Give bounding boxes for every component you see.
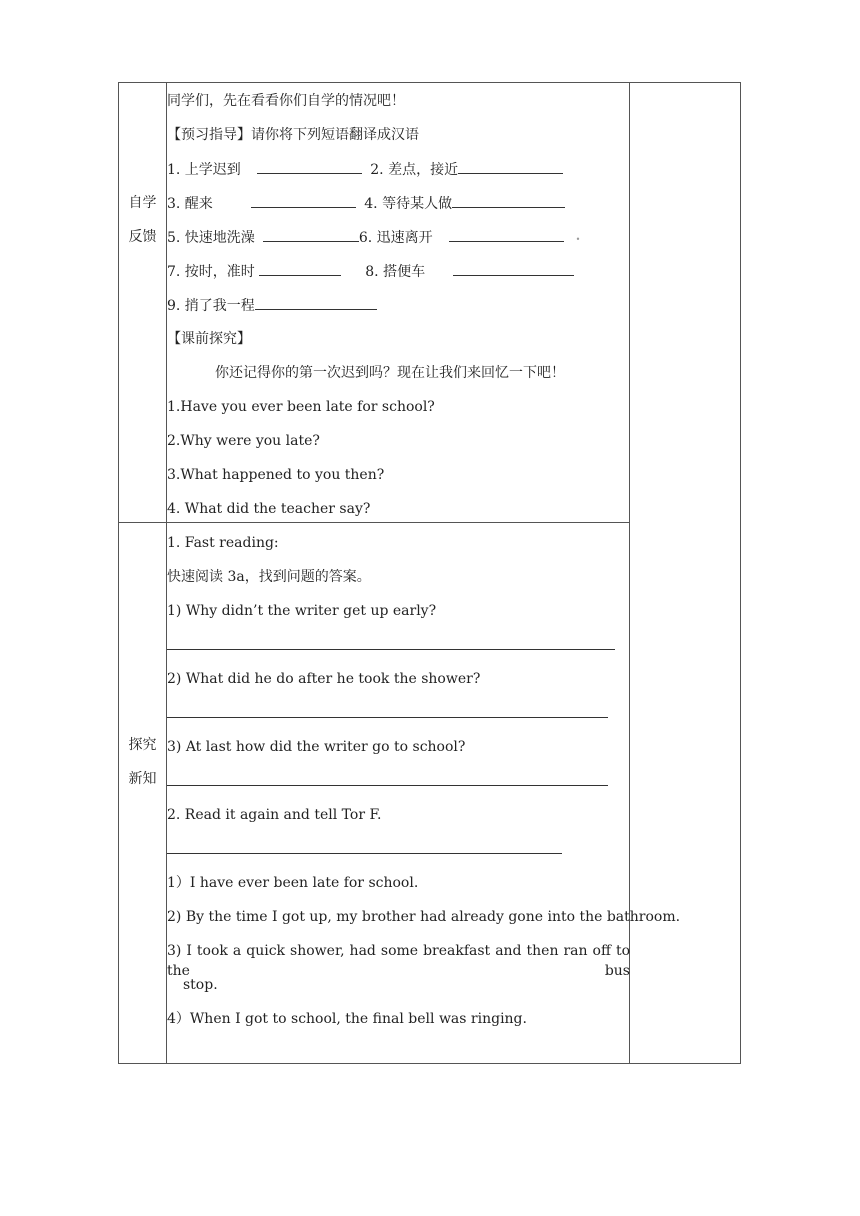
phrase-row-1: [167, 159, 563, 180]
section1-label-line2: 反馈: [128, 229, 157, 245]
phrase-item-9: 9. 捎了我一程: [167, 298, 255, 314]
reading-question-3: 3) At last how did the writer go to school?: [167, 739, 466, 755]
answer-blank-2[interactable]: [458, 159, 563, 174]
stray-mark: •: [575, 235, 581, 244]
guide-heading: 【预习指导】请你将下列短语翻译成汉语: [167, 127, 419, 143]
answer-blank-4[interactable]: [452, 193, 565, 208]
phrase-item-3: 3. 醒来: [167, 196, 213, 212]
fast-reading-heading: 1. Fast reading:: [167, 535, 279, 551]
phrase-item-6: 6. 迅速离开: [358, 230, 433, 246]
intro-text: 同学们，先在看看你们自学的情况吧！: [167, 93, 405, 109]
phrase-item-2: 2. 差点，接近: [370, 162, 459, 178]
statement-3-continued: stop.: [183, 977, 218, 993]
answer-blank-7[interactable]: [259, 261, 341, 276]
question-4: 4. What did the teacher say?: [167, 501, 371, 517]
row-divider: [119, 522, 630, 523]
answer-line-4[interactable]: [167, 839, 562, 854]
answer-line-3-row: [167, 771, 608, 792]
answer-blank-1[interactable]: [257, 159, 362, 174]
statement-4: 4）When I got to school, the final bell was ringing.: [167, 1011, 527, 1027]
answer-blank-9[interactable]: [255, 295, 377, 310]
phrase-item-8: 8. 搭便车: [365, 264, 426, 280]
question-3: 3.What happened to you then?: [167, 467, 385, 483]
answer-blank-6[interactable]: [449, 227, 564, 242]
answer-line-2[interactable]: [167, 703, 608, 718]
explore-heading: 【课前探究】: [167, 331, 251, 347]
fast-reading-instruction: 快速阅读 3a，找到问题的答案。: [167, 569, 371, 585]
section2-label-line2: 新知: [128, 771, 157, 787]
answer-blank-8[interactable]: [453, 261, 574, 276]
reading-question-2: 2) What did he do after he took the shower?: [167, 671, 481, 687]
answer-blank-3[interactable]: [251, 193, 356, 208]
answer-line-4-row: [167, 839, 562, 860]
worksheet-table: [118, 82, 741, 1064]
section2-label-line1: 探究: [128, 737, 157, 753]
answer-line-3[interactable]: [167, 771, 608, 786]
explore-intro: 你还记得你的第一次迟到吗？现在让我们来回忆一下吧！: [215, 365, 565, 381]
section2-label: [119, 728, 166, 796]
reading-question-1: 1) Why didn’t the writer get up early?: [167, 603, 437, 619]
statement-3: 3) I took a quick shower, had some breakfast and then ran off to the bus: [167, 943, 630, 979]
statement-2: 2) By the time I got up, my brother had already gone into the bathroom.: [167, 909, 681, 925]
phrase-item-4: 4. 等待某人做: [364, 196, 453, 212]
phrase-item-1: 1. 上学迟到: [167, 162, 241, 178]
section1-label-line1: 自学: [128, 195, 157, 211]
phrase-item-5: 5. 快速地洗澡: [167, 230, 255, 246]
answer-blank-5[interactable]: [263, 227, 359, 242]
phrase-row-5: [167, 295, 377, 316]
question-1: 1.Have you ever been late for school?: [167, 399, 435, 415]
phrase-row-4: [167, 261, 574, 282]
phrase-row-2: [167, 193, 565, 214]
answer-line-1-row: [167, 635, 615, 656]
answer-line-2-row: [167, 703, 608, 724]
question-2: 2.Why were you late?: [167, 433, 320, 449]
true-false-heading: 2. Read it again and tell Tor F.: [167, 807, 382, 823]
section1-label: [119, 186, 166, 254]
answer-line-1[interactable]: [167, 635, 615, 650]
statement-1: 1）I have ever been late for school.: [167, 875, 419, 891]
phrase-row-3: [167, 227, 580, 250]
phrase-item-7: 7. 按时，准时: [167, 264, 255, 280]
